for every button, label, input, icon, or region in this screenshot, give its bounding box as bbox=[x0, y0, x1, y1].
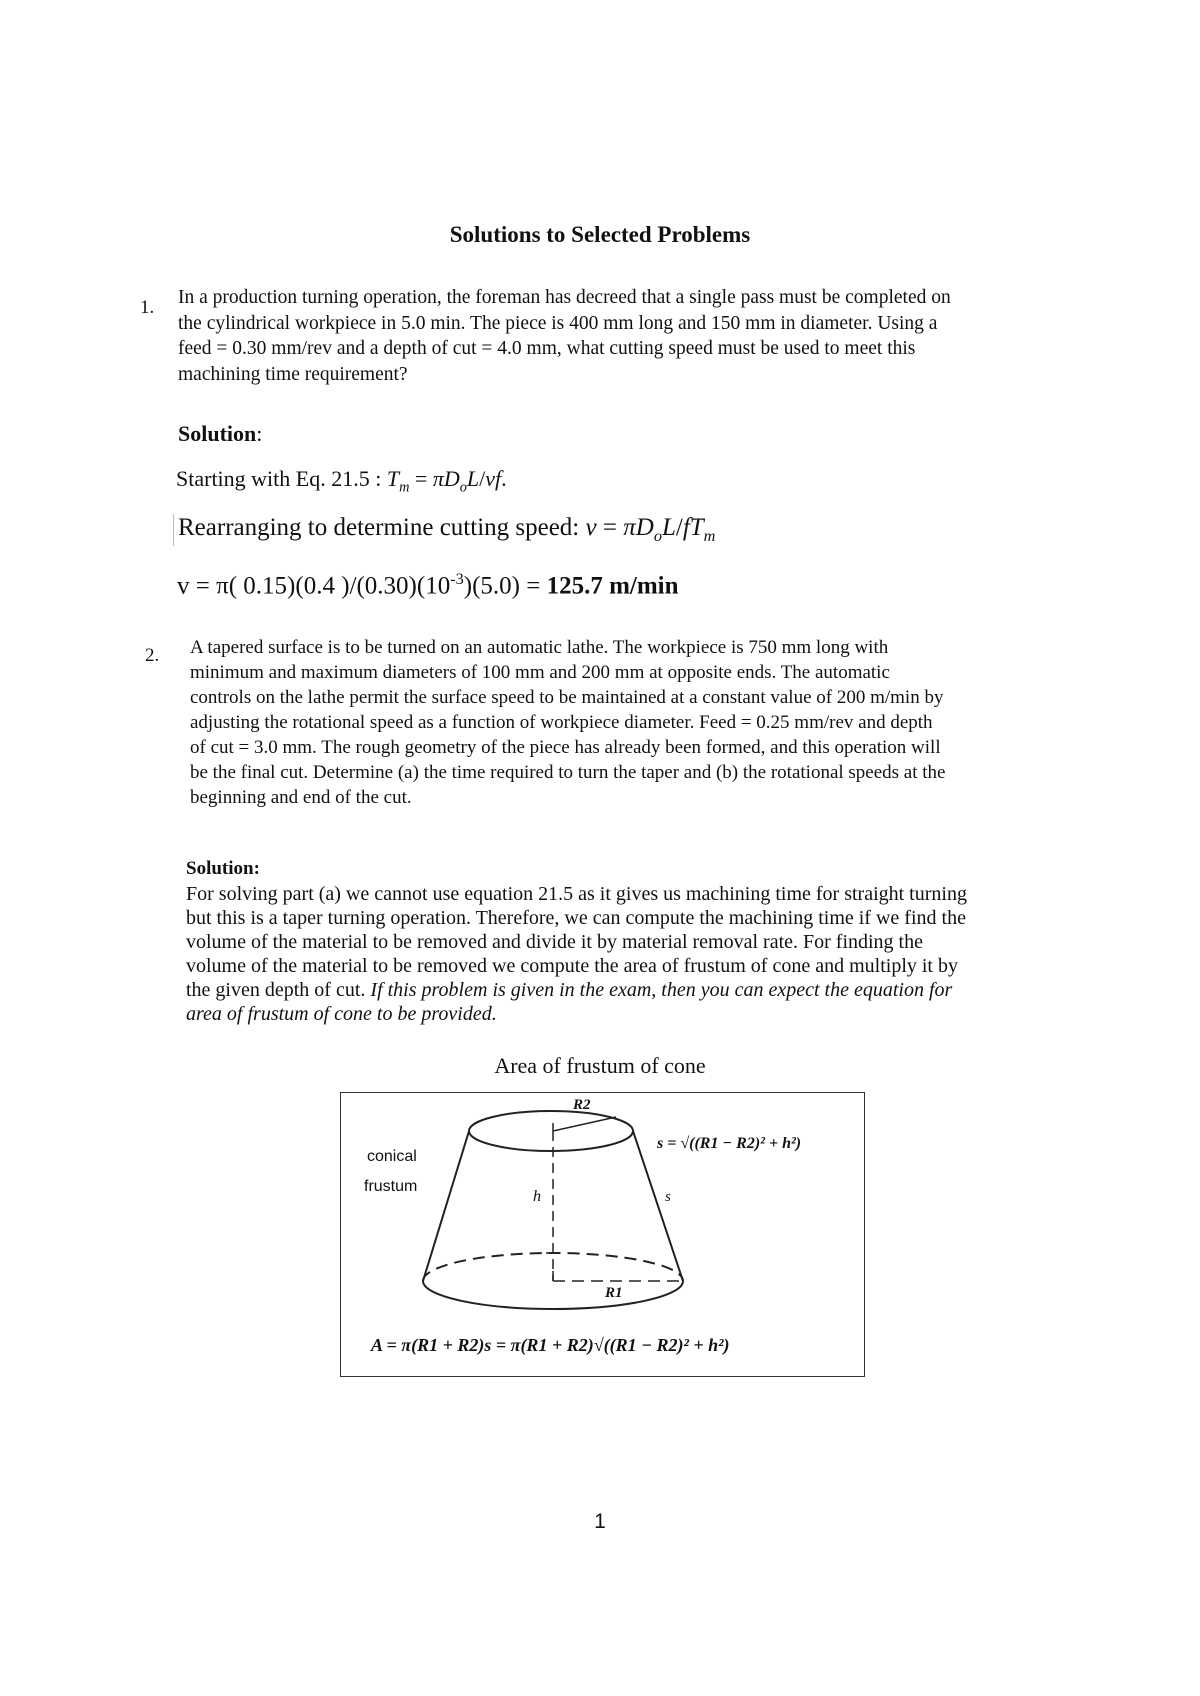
cutting-speed-answer: 125.7 m/min bbox=[546, 572, 679, 600]
solution-2-plain: the given depth of cut. bbox=[186, 979, 371, 1001]
solution-1-label bbox=[178, 421, 262, 447]
slant-formula: s = √((R1 − R2)² + h²) bbox=[657, 1135, 802, 1152]
s-label: s bbox=[665, 1189, 671, 1205]
equation-tm: Starting with Eq. 21.5 : $T_m = \pi D_oL/vf$. bbox=[176, 466, 507, 496]
top-ellipse bbox=[469, 1111, 633, 1151]
frustum-label: frustum bbox=[364, 1178, 418, 1195]
problem-2-line: controls on the lathe permit the surface speed to be maintained at a constant value of 200 m/min by bbox=[190, 687, 944, 708]
problem-1-text bbox=[178, 285, 1078, 387]
problem-2-text bbox=[190, 635, 1070, 810]
figure-caption: Area of frustum of cone bbox=[494, 1053, 706, 1078]
equation-v-expression: v = π( 0.15)(0.4 )/(0.30)(10 bbox=[177, 572, 451, 600]
equation-v-exponent: -3 bbox=[450, 570, 464, 588]
problem-1-line: machining time requirement? bbox=[178, 363, 408, 385]
left-slant bbox=[423, 1131, 469, 1281]
problem-2-line: adjusting the rotational speed as a function of workpiece diameter. Feed = 0.25 mm/rev and depth bbox=[190, 712, 933, 733]
problem-2-line: beginning and end of the cut. bbox=[190, 787, 412, 808]
right-slant bbox=[633, 1131, 683, 1281]
problem-1-line: the cylindrical workpiece in 5.0 min. The piece is 400 mm long and 150 mm in diameter. Using a bbox=[178, 312, 938, 334]
equation-v-rearranged: Rearranging to determine cutting speed: $v = \pi D_oL/fT_m$ bbox=[173, 514, 715, 546]
page-number: 1 bbox=[594, 1510, 606, 1533]
bottom-ellipse-front bbox=[423, 1281, 683, 1309]
solution-2-note: If this problem is given in the exam, then you can expect the equation for bbox=[370, 979, 953, 1001]
solution-2-line: For solving part (a) we cannot use equation 21.5 as it gives us machining time for straight turning bbox=[186, 883, 967, 905]
problem-1-line: feed = 0.30 mm/rev and a depth of cut = 4.0 mm, what cutting speed must be used to meet this bbox=[178, 338, 916, 359]
solution-2-line: volume of the material to be removed we compute the area of frustum of cone and multiply it by bbox=[186, 955, 958, 977]
problem-2-line: A tapered surface is to be turned on an automatic lathe. The workpiece is 750 mm long with bbox=[190, 637, 889, 658]
problem-2-number: 2. bbox=[145, 645, 160, 666]
equation-tm-prefix: Starting with Eq. 21.5 : bbox=[176, 466, 387, 491]
problem-2-line: minimum and maximum diameters of 100 mm and 200 mm at opposite ends. The automatic bbox=[190, 662, 890, 683]
solution-2-line: but this is a taper turning operation. Therefore, we can compute the machining time if we find the bbox=[186, 907, 966, 929]
solution-2-text bbox=[186, 882, 1066, 1026]
solution-2-line: area of frustum of cone to be provided. bbox=[186, 1003, 497, 1025]
page-title: Solutions to Selected Problems bbox=[449, 222, 751, 247]
problem-1-line: In a production turning operation, the foreman has decreed that a single pass must be completed on bbox=[178, 287, 951, 308]
solution-1-colon: : bbox=[256, 421, 263, 446]
problem-2-line: be the final cut. Determine (a) the time required to turn the taper and (b) the rotational speeds at the bbox=[190, 762, 946, 783]
solution-2-line bbox=[186, 978, 1066, 1002]
problem-1-number: 1. bbox=[140, 297, 155, 318]
r2-label: R2 bbox=[573, 1097, 591, 1113]
conical-label: conical bbox=[367, 1148, 417, 1165]
area-formula: A = π(R1 + R2)s = π(R1 + R2)√((R1 − R2)² + h²) bbox=[371, 1335, 730, 1355]
r1-label: R1 bbox=[605, 1285, 623, 1301]
equation-v-tail: )(5.0) = bbox=[463, 572, 547, 600]
solution-1-label-text: Solution bbox=[178, 421, 257, 446]
problem-2-line: of cut = 3.0 mm. The rough geometry of the piece has already been formed, and this operation will bbox=[190, 737, 941, 758]
equation-v-prefix: Rearranging to determine cutting speed: bbox=[178, 514, 586, 541]
frustum-figure bbox=[340, 1092, 865, 1377]
solution-2-label: Solution: bbox=[186, 858, 260, 879]
h-label: h bbox=[533, 1188, 541, 1205]
solution-2-line: volume of the material to be removed and divide it by material removal rate. For finding the bbox=[186, 931, 923, 953]
equation-v-result bbox=[177, 570, 679, 600]
r2-radius bbox=[553, 1117, 616, 1131]
